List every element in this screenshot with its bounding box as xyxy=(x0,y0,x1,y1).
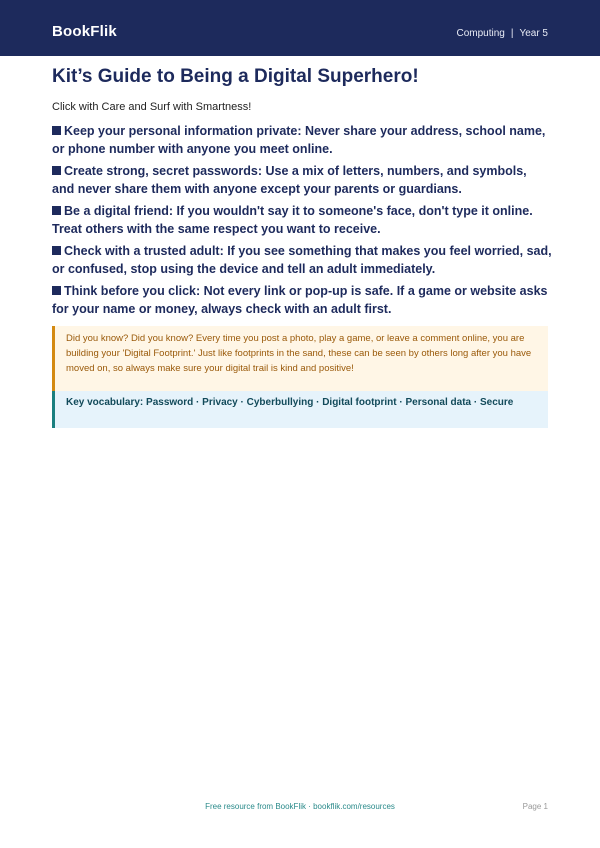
square-bullet-icon xyxy=(52,286,61,295)
rule-text: Think before you click: Not every link or pop-up is safe. If a game or website asks for your name or money, always check with an adult first. xyxy=(52,284,548,316)
rule-text: Check with a trusted adult: If you see something that makes you feel worried, sad, or confused, stop using the device and tell an adult immediately. xyxy=(52,244,552,276)
square-bullet-icon xyxy=(52,206,61,215)
square-bullet-icon xyxy=(52,246,61,255)
rule-item xyxy=(52,122,552,158)
did-you-know-text: Did you know? Did you know? Every time you post a photo, play a game, or leave a comment online, you are building your 'Digital Footprint.' Just like footprints in the sand, these can be seen by others long after you have moved on, so always make sure your digital trail is kind and positive! xyxy=(66,333,532,374)
square-bullet-icon xyxy=(52,166,61,175)
footer-credit: Free resource from BookFlik · bookflik.com/resources xyxy=(205,802,395,811)
page-title: Kit’s Guide to Being a Digital Superhero! xyxy=(52,66,419,87)
rule-item xyxy=(52,202,552,238)
page-subtitle: Click with Care and Surf with Smartness! xyxy=(52,101,252,113)
rule-item xyxy=(52,282,552,318)
rule-item xyxy=(52,162,552,198)
rules-list xyxy=(52,122,552,322)
key-vocabulary-box xyxy=(52,391,548,428)
brand-logo-text: BookFlik xyxy=(52,23,117,40)
rule-text: Keep your personal information private: Never share your address, school name, or phone number with anyone you meet online. xyxy=(52,124,546,156)
square-bullet-icon xyxy=(52,126,61,135)
subject-year-meta xyxy=(456,28,548,39)
page-number: Page 1 xyxy=(522,802,548,811)
year-label: Year 5 xyxy=(519,28,548,39)
rule-text: Be a digital friend: If you wouldn't say it to someone's face, don't type it online. Treat others with the same respect you want to receive. xyxy=(52,204,533,236)
rule-item xyxy=(52,242,552,278)
rule-text: Create strong, secret passwords: Use a mix of letters, numbers, and symbols, and never share them with anyone except your parents or guardians. xyxy=(52,164,527,196)
meta-separator: | xyxy=(510,28,514,39)
key-vocabulary-text: Key vocabulary: Password · Privacy · Cyberbullying · Digital footprint · Personal data · Secure xyxy=(66,397,514,408)
did-you-know-box xyxy=(52,326,548,391)
subject-label: Computing xyxy=(456,28,505,39)
page-header xyxy=(0,0,600,56)
